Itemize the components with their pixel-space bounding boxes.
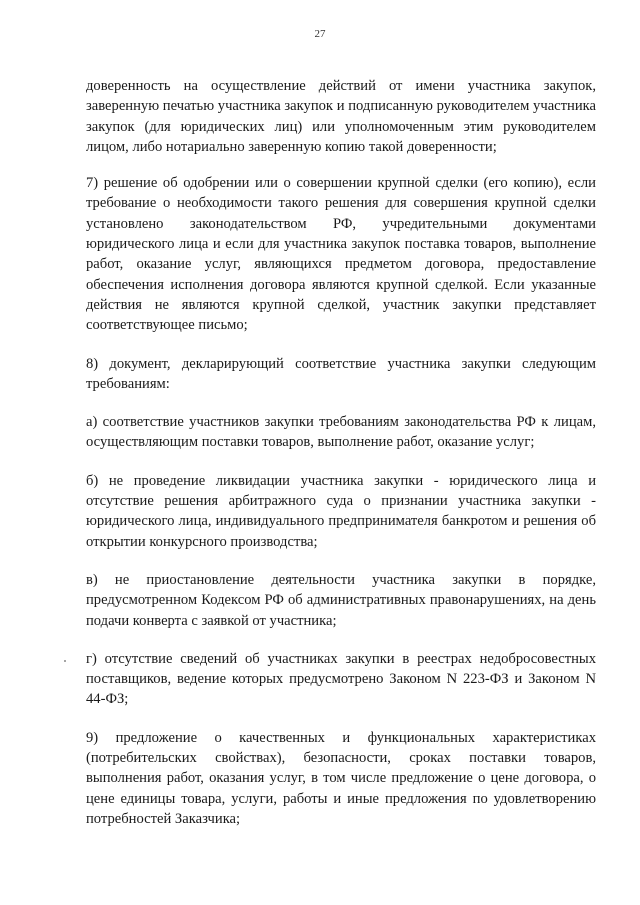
paragraph-item-9-proposal: 9) предложение о качественных и функциональных характеристиках (потребительских свойствах), безопасности, сроках поставки товаров, выполнения работ, оказания услуг, в том числе предложение о цене договора, о цене единицы товара, услуги, работы и иные предложения по удовлетворению потребностей Заказчика; xyxy=(86,729,596,827)
paragraph-subitem-v: в) не приостановление деятельности участника закупки в порядке, предусмотренном Кодексом РФ об административных правонарушениях, на день подачи конверта с заявкой от участника; xyxy=(86,571,596,629)
page-number: 27 xyxy=(314,28,326,40)
paragraph-item-7-major-transaction: 7) решение об одобрении или о совершении крупной сделки (его копию), если требование о необходимости такого решения для совершения крупной сделки установлено законодательством РФ, учредительными документами юридического лица и если для участника закупок поставка товаров, выполнение работ, оказание услуг, являющихся предметом договора, предоставление обеспечения исполнения договора являются крупной сделкой. Если указанные действия не являются крупной сделкой, участник закупки представляет соответствующее письмо; xyxy=(86,175,596,334)
paragraph-subitem-g: г) отсутствие сведений об участниках закупки в реестрах недобросовестных поставщиков, ведение которых предусмотрено Законом N 223-ФЗ и Законом N 44-ФЗ; xyxy=(86,650,596,708)
paragraph-item-8-declaration: 8) документ, декларирующий соответствие участника закупки следующим требованиям: xyxy=(86,355,596,392)
document-body xyxy=(86,76,596,847)
scan-speck xyxy=(64,660,66,662)
paragraph-subitem-a: а) соответствие участников закупки требованиям законодательства РФ к лицам, осуществляющим поставки товаров, выполнение работ, оказание услуг; xyxy=(86,414,596,451)
paragraph-subitem-b: б) не проведение ликвидации участника закупки - юридического лица и отсутствие решения арбитражного суда о признании участника закупки - юридического лица, индивидуального предпринимателя банкротом и решения об открытии конкурсного производства; xyxy=(86,472,596,550)
paragraph-power-of-attorney: доверенность на осуществление действий от имени участника закупок, заверенную печатью участника закупок и подписанную руководителем участника закупок (для юридических лиц) или уполномоченным этим руководителем лицом, либо нотариально заверенную копию такой доверенности; xyxy=(86,78,596,155)
